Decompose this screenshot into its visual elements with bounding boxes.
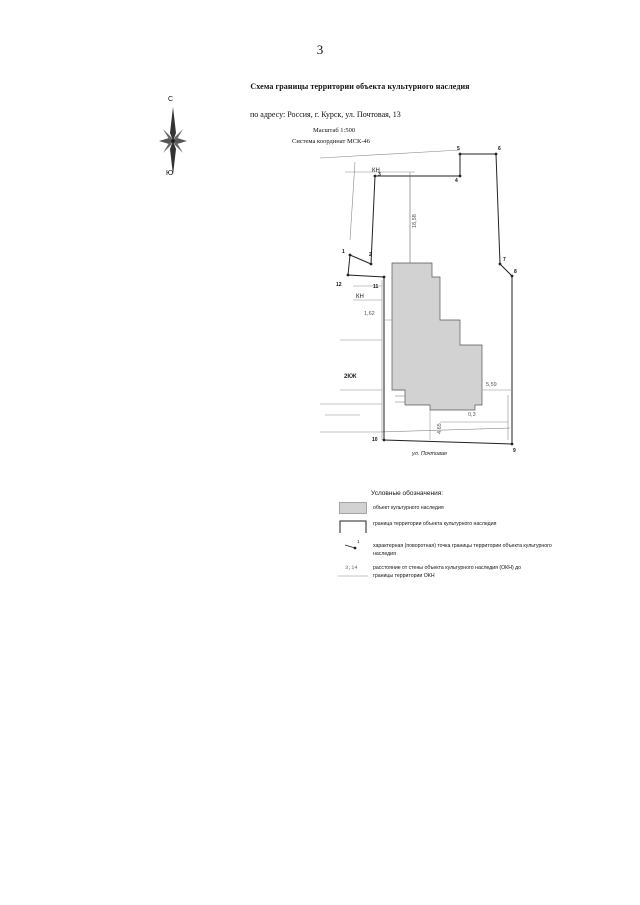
point-label-3: 3 (378, 172, 381, 178)
legend-title: Условные обозначения: (371, 490, 444, 497)
distance-label-1-62: 1,62 (364, 311, 375, 317)
compass-south-label: Ю (166, 170, 174, 177)
building-label-kn: КН (356, 294, 364, 300)
point-label-12: 12 (336, 282, 342, 288)
legend-item-heritage: объект культурного наследия (373, 505, 444, 511)
street-name: ул. Почтовая (412, 451, 447, 457)
point-label-7: 7 (503, 257, 506, 263)
distance-label-0-3: 0,3 (468, 412, 476, 418)
legend (337, 500, 577, 590)
address: по адресу: Россия, г. Курск, ул. Почтовая, 13 (250, 110, 401, 119)
building-label-2kzh: 2КЖ (344, 374, 357, 380)
point-label-8: 8 (514, 269, 517, 275)
building-label-kn-top: КН (372, 168, 380, 174)
point-label-6: 6 (498, 146, 501, 152)
point-label-5: 5 (457, 146, 460, 152)
scale-label: Масштаб 1:500 (313, 127, 356, 134)
compass-north-label: С (168, 96, 174, 103)
point-label-10: 10 (372, 437, 378, 443)
legend-boundary-swatch (339, 520, 367, 534)
legend-point-swatch (341, 540, 367, 552)
site-plan (320, 140, 530, 470)
point-label-11: 11 (373, 284, 379, 290)
point-label-1: 1 (342, 249, 345, 255)
page-number: 3 (316, 42, 324, 57)
point-label-4: 4 (455, 178, 458, 184)
legend-heritage-swatch (339, 502, 367, 514)
legend-item-distance: расстояние от стены объекта культурного наследия (ОКН) до границы территории ОКН (373, 565, 522, 579)
distance-label-5-59: 5,59 (486, 382, 497, 388)
point-label-2: 2 (369, 252, 372, 258)
distance-label-4-65: 4,65 (437, 423, 443, 434)
point-label-9: 9 (513, 448, 516, 454)
legend-item-point: характерная (поворотная) точка границы территории объекта культурного наследия (373, 543, 552, 557)
legend-point-sample: 1 (357, 539, 360, 544)
heritage-object (392, 263, 482, 410)
coordinate-system-label: Система координат МСК-46 (292, 138, 371, 145)
legend-distance-sample: 3,14 (345, 565, 358, 571)
scheme-title: Схема границы территории объекта культурного наследия (250, 82, 470, 91)
legend-distance-swatch (337, 574, 369, 578)
distance-label-18-58: 18,58 (412, 214, 418, 228)
legend-item-boundary: граница территории объекта культурного наследия (373, 521, 497, 527)
